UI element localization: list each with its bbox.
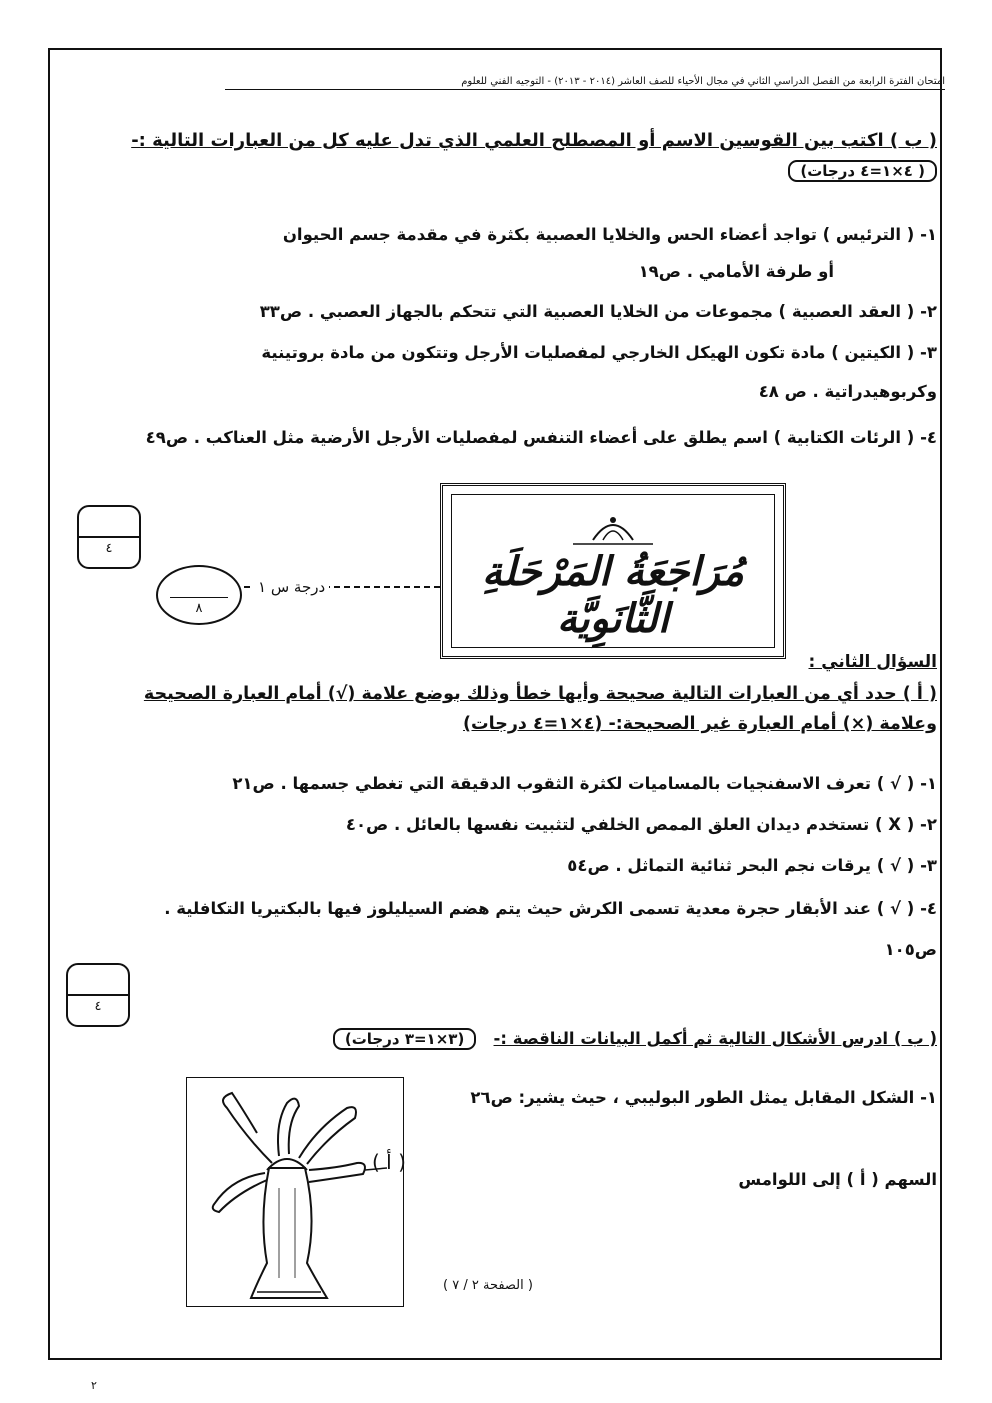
q2-item-1: ١- ( √ ) تعرف الاسفنجيات بالمساميات لكثرة الثقوب الدقيقة التي تغطي جسمها . ص٢١ — [232, 774, 937, 793]
page-footer: ( الصفحة ٢ / ٧ ) — [443, 1278, 533, 1293]
stamp-calligraphy: مُرَاجَعَةُ المَرْحَلَةِ الثَّانَوِيَّة — [482, 548, 744, 642]
section-b1-title: ( ب ) اكتب بين القوسين الاسم أو المصطلح العلمي الذي تدل عليه كل من العبارات التالية :- — [131, 130, 937, 151]
b1-item-1-cont: أو طرفة الأمامي . ص١٩ — [638, 262, 834, 281]
score-total-label: درجة س ١ — [254, 578, 329, 596]
b1-item-1: ١- ( الترئيس ) تواجد أعضاء الحس والخلايا العصبية بكثرة في مقدمة جسم الحيوان — [282, 225, 937, 244]
q2-b-title-row — [333, 1028, 937, 1050]
polyp-figure — [186, 1077, 404, 1307]
q2-b-item-1: ١- الشكل المقابل يمثل الطور البوليبي ، حيث يشير: ص٢٦ — [470, 1088, 937, 1107]
calligraphy-stamp — [440, 483, 786, 659]
q2-item-2: ٢- ( X ) تستخدم ديدان العلق الممص الخلفي لتثبيت نفسها بالعائل . ص٤٠ — [345, 815, 937, 834]
figure-label-a: ( أ ) — [372, 1150, 406, 1174]
b1-item-3: ٣- ( الكيتين ) مادة تكون الهيكل الخارجي لمفصليات الأرجل وتتكون من مادة بروتينية — [261, 343, 937, 362]
q2-a-line2: وعلامة (×) أمام العبارة غير الصحيحة:- (٤×١=٤ درجات) — [463, 714, 937, 734]
q2-item-3: ٣- ( √ ) يرقات نجم البحر ثنائية التماثل . ص٥٤ — [567, 856, 937, 875]
section-b1-marks: ( ٤×١=٤ درجات) — [788, 160, 937, 182]
score-box-q2a: ٤ — [66, 963, 130, 1027]
page-border — [48, 48, 942, 1360]
exam-header: امتحان الفترة الرابعة من الفصل الدراسي الثاني في مجال الأحياء للصف العاشر (٢٠١٤ - ٢٠١٣) - التوجيه الفني للعلوم — [225, 76, 945, 90]
q2-item-4-page: ص١٠٥ — [884, 940, 937, 959]
q2-a-line1: ( أ ) حدد أي من العبارات التالية صحيحة وأيها خطأ وذلك بوضع علامة (√) أمام العبارة الصحيحة — [143, 684, 937, 704]
q2-item-4: ٤- ( √ ) عند الأبقار حجرة معدية تسمى الكرش حيث يتم هضم السيليلوز فيها بالبكتيريا التكافلية . — [164, 899, 937, 918]
q2-b-marks: (٣×١=٣ درجات) — [333, 1028, 476, 1050]
q2-title: السؤال الثاني : — [808, 652, 937, 672]
q2-b-answer: السهم ( أ ) إلى اللوامس — [738, 1170, 937, 1189]
b1-item-4: ٤- ( الرئات الكتابية ) اسم يطلق على أعضاء التنفس لمفصليات الأرجل الأرضية مثل العناكب . ص٤٩ — [145, 428, 937, 447]
hydra-polyp-drawing — [187, 1078, 403, 1306]
page-number: ٢ — [91, 1379, 97, 1392]
q2-b-title: ( ب ) ادرس الأشكال التالية ثم أكمل البيانات الناقصة :- — [493, 1029, 937, 1048]
b1-item-3-cont: وكربوهيدراتية . ص ٤٨ — [758, 382, 937, 401]
score-box-b1: ٤ — [77, 505, 141, 569]
b1-item-2: ٢- ( العقد العصبية ) مجموعات من الخلايا العصبية التي تتحكم بالجهاز العصبي . ص٣٣ — [259, 302, 937, 321]
score-total-q1: ٨ — [156, 565, 242, 625]
